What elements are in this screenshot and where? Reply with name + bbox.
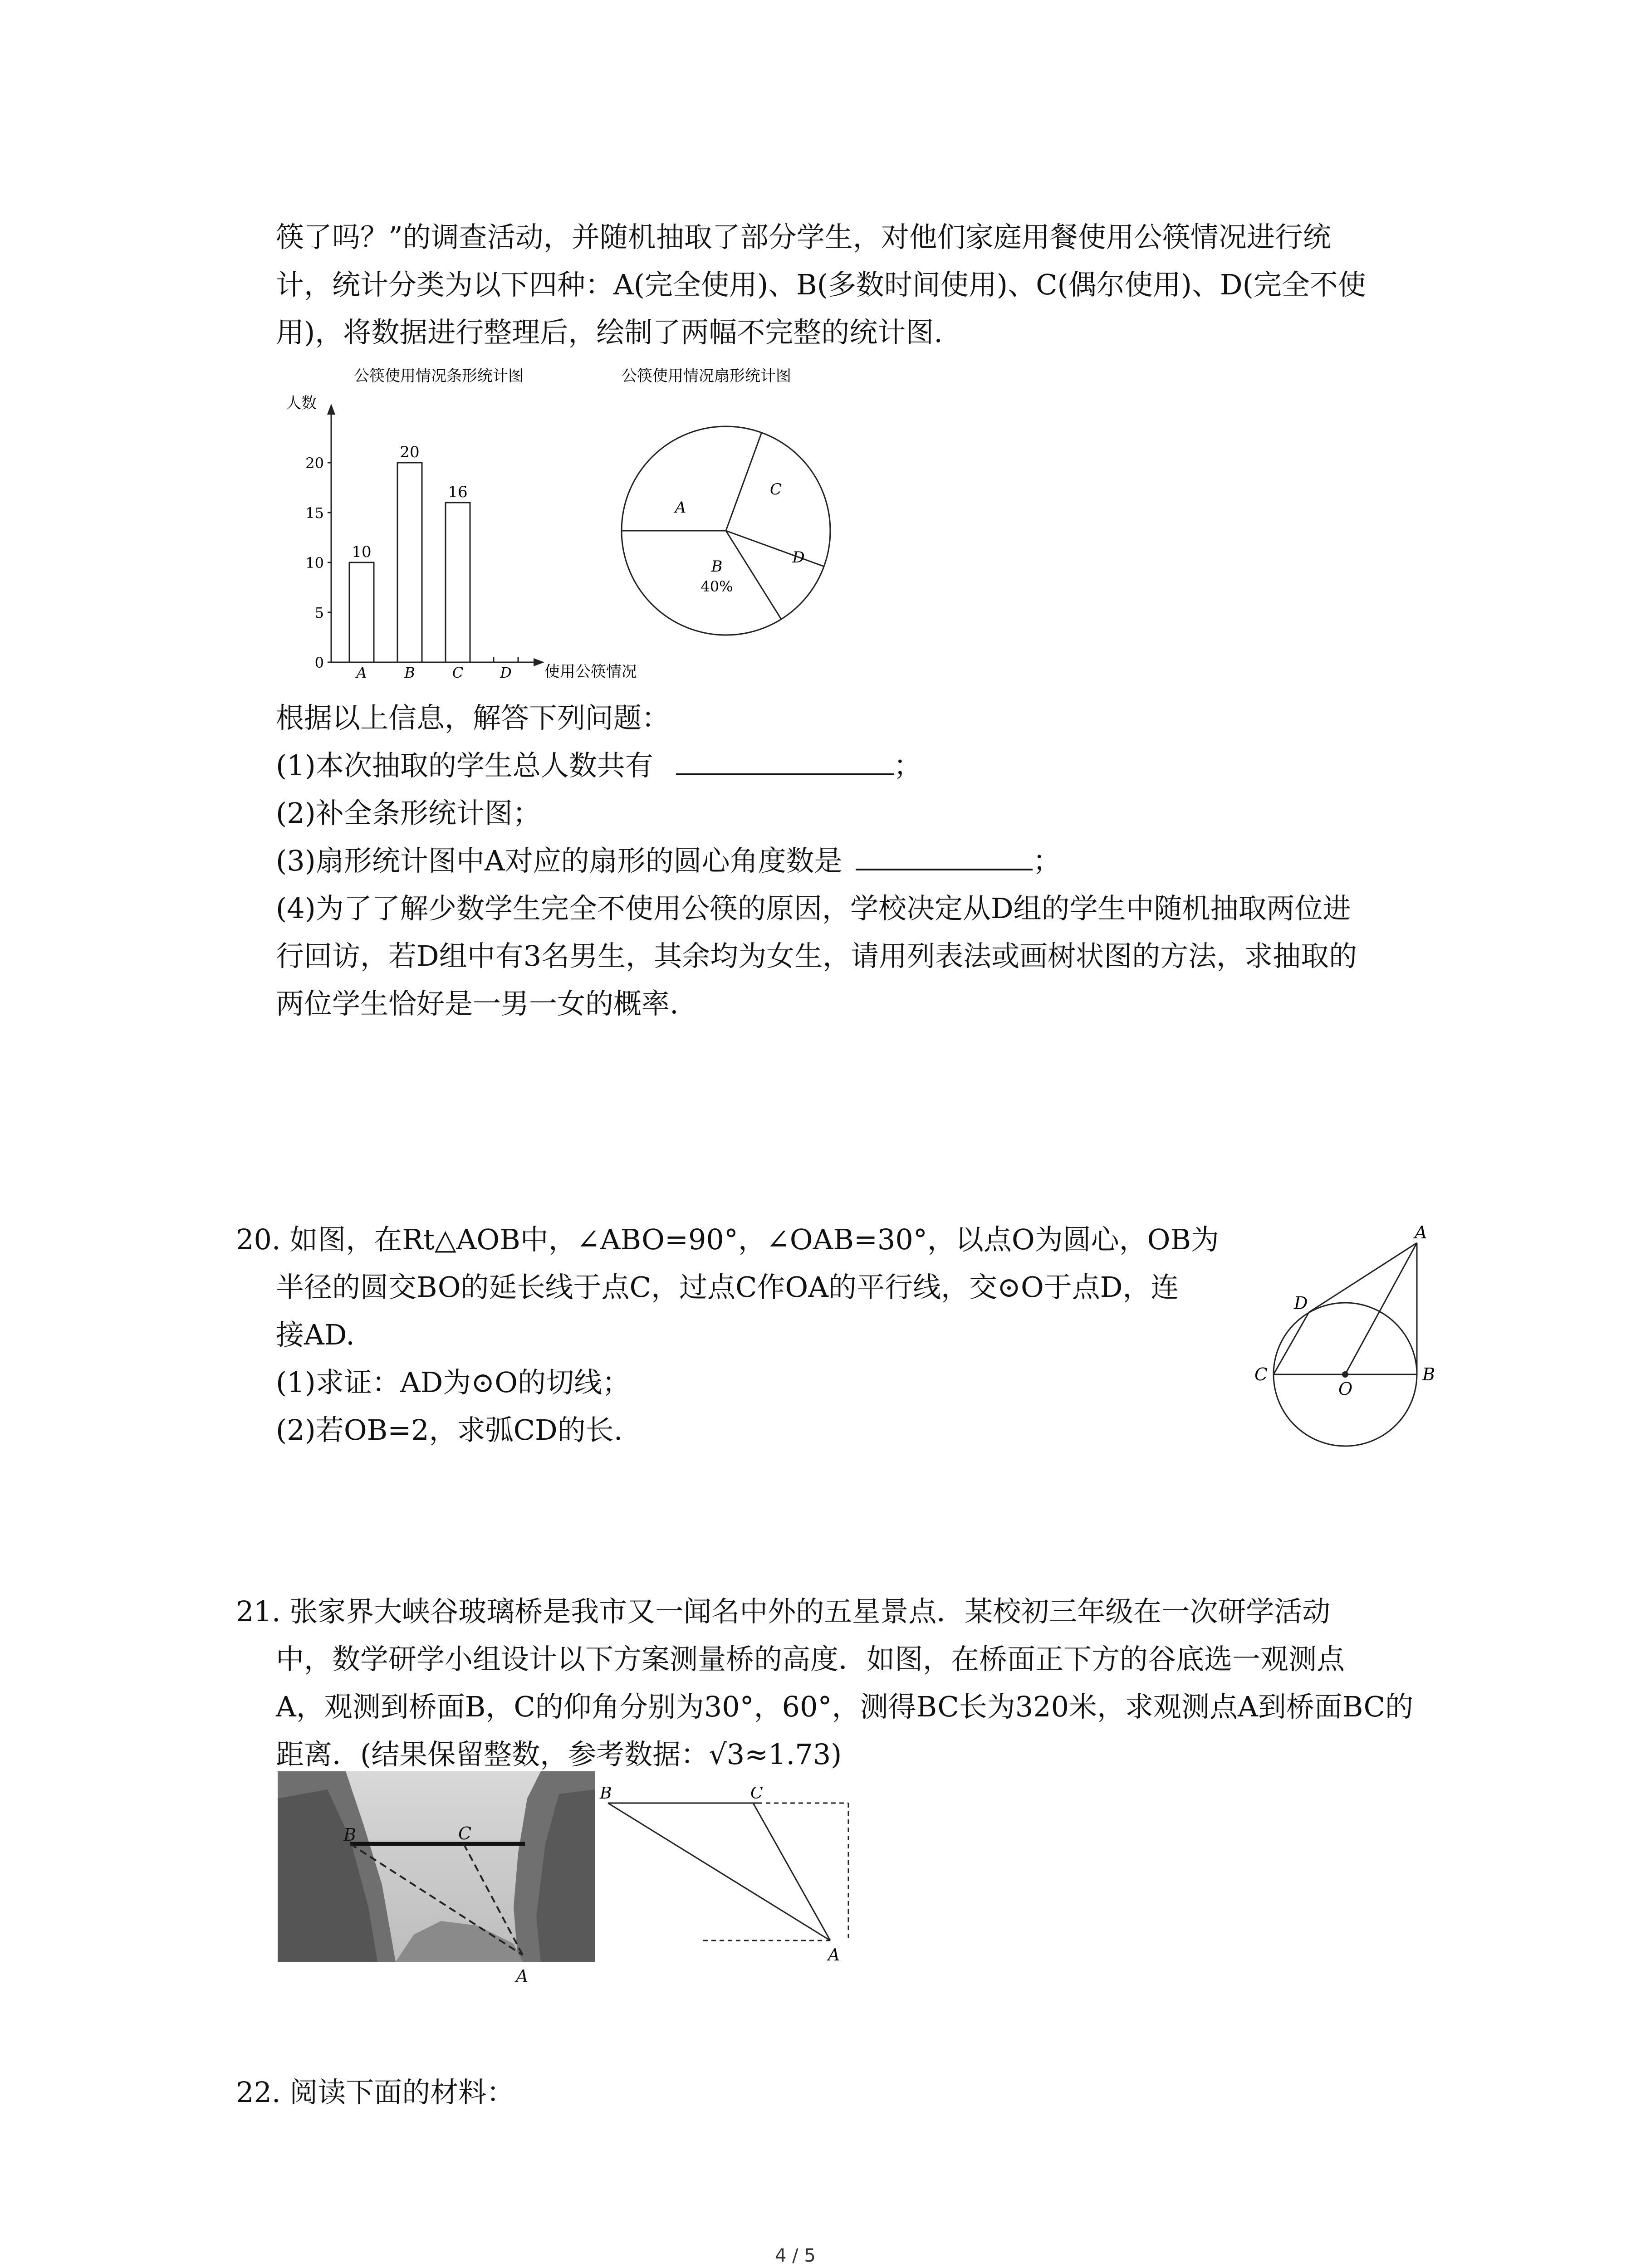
q19-intro-line-3: 用)，将数据进行整理后，绘制了两幅不完整的统计图. [276, 316, 943, 349]
segment-cd [1274, 1312, 1309, 1374]
answer-blank-1[interactable] [676, 751, 894, 775]
answer-blank-3[interactable] [856, 846, 1033, 870]
q19-lead: 根据以上信息，解答下列问题： [276, 701, 670, 734]
pie-chart-title: 公筷使用情况扇形统计图 [622, 367, 791, 385]
bridge-photo [278, 1771, 595, 1998]
label-o: O [1338, 1379, 1353, 1399]
ytick-label: 0 [314, 654, 324, 671]
pie-chart [608, 354, 844, 685]
bar-b [397, 463, 422, 662]
bar-a [349, 562, 374, 662]
segment-ba [608, 1803, 830, 1941]
pie-label-d: D [792, 548, 805, 567]
q19-part-4-line-2: 行回访，若D组中有3名男生，其余均为女生，请用列表法或画树状图的方法，求抽取的 [276, 939, 1357, 973]
bar-chart-yticks [305, 455, 331, 671]
q20-text [236, 1216, 1219, 1454]
ytick-label: 20 [305, 455, 324, 472]
pie-label-a: A [675, 499, 686, 517]
category-label: D [500, 664, 512, 681]
q19-questions [276, 694, 1357, 1027]
category-label: A [356, 664, 367, 681]
label-a: A [1415, 1222, 1427, 1242]
bar-chart-y-arrow [327, 404, 335, 415]
category-label: C [452, 664, 464, 681]
q20-line-1: 20. 如图，在Rt△AOB中，∠ABO=90°，∠OAB=30°，以点O为圆心，OB为 [236, 1223, 1220, 1256]
q19-part-3: (3)扇形统计图中A对应的扇形的圆心角度数是 ； [276, 844, 1061, 877]
pie-label-c: C [769, 480, 782, 499]
bar-value-label: 20 [400, 443, 420, 461]
segment-ao [1345, 1243, 1417, 1374]
q20-part-2: (2)若OB=2，求弧CD的长. [276, 1413, 623, 1447]
photo-label-c: C [458, 1823, 472, 1843]
ytick-label: 15 [305, 504, 324, 522]
q19-part-4-line-3: 两位学生恰好是一男一女的概率. [276, 987, 679, 1020]
q20-line-2: 半径的圆交BO的延长线于点C，过点C作OA的平行线，交⊙O于点D，连 [276, 1271, 1179, 1304]
segment-ad [1309, 1243, 1417, 1312]
bar-chart-bars [349, 443, 518, 681]
q21-diagram [594, 1787, 867, 1978]
q21-line-2: 中，数学研学小组设计以下方案测量桥的高度．如图，在桥面正下方的谷底选一观测点 [276, 1642, 1345, 1676]
pie-label-b: B [711, 557, 723, 576]
label-c: C [1254, 1364, 1268, 1384]
segment-ca [753, 1803, 830, 1941]
q22-text: 22. 阅读下面的材料： [236, 2076, 515, 2109]
q19-intro [276, 213, 1366, 356]
q20-figure [1243, 1220, 1456, 1465]
bar-chart-xlabel: 使用公筷情况 [544, 663, 637, 681]
photo-label-a: A [516, 1966, 529, 1986]
label-b: B [1422, 1364, 1435, 1384]
pie-chart-slices [622, 426, 830, 635]
q19-part-2: (2)补全条形统计图； [276, 797, 541, 830]
ytick-label: 10 [305, 554, 324, 572]
pie-pct-b: 40% [700, 578, 733, 595]
photo-label-b: B [343, 1825, 356, 1845]
q20-part-1: (1)求证：AD为⊙O的切线； [276, 1366, 631, 1399]
diagram-label-c: C [750, 1787, 763, 1803]
q19-part-4-line-1: (4)为了了解少数学生完全不使用公筷的原因，学校决定从D组的学生中随机抽取两位进 [276, 892, 1351, 925]
q20-line-3: 接AD. [276, 1318, 355, 1351]
q19-intro-line-2: 计，统计分类为以下四种：A(完全使用)、B(多数时间使用)、C(偶尔使用)、D(完全不使 [276, 268, 1366, 301]
diagram-label-a: A [828, 1946, 840, 1965]
q19-intro-line-1: 筷了吗？”的调查活动，并随机抽取了部分学生，对他们家庭用餐使用公筷情况进行统 [276, 220, 1331, 254]
diagram-label-b: B [600, 1787, 612, 1803]
bar-chart-x-arrow [534, 658, 544, 666]
q21-line-1: 21. 张家界大峡谷玻璃桥是我市又一闻名中外的五星景点．某校初三年级在一次研学活动 [236, 1595, 1331, 1628]
category-label: B [404, 664, 415, 681]
bar-chart-title: 公筷使用情况条形统计图 [354, 367, 524, 385]
bar-value-label: 16 [448, 483, 468, 501]
q19-part-1: (1)本次抽取的学生总人数共有 ； [276, 749, 922, 782]
ytick-label: 5 [314, 604, 324, 621]
q21-text [236, 1588, 1413, 1778]
page-number: 4 / 5 [775, 2245, 816, 2266]
label-d: D [1294, 1293, 1308, 1313]
q21-line-4: 距离．(结果保留整数，参考数据：√3≈1.73) [276, 1738, 842, 1771]
bar-chart-ylabel: 人数 [286, 394, 317, 412]
bar-value-label: 10 [352, 543, 372, 561]
point-o [1342, 1371, 1348, 1378]
bar-c [446, 503, 470, 662]
q21-line-3: A，观测到桥面B，C的仰角分别为30°，60°，测得BC长为320米，求观测点A到桥面BC的 [276, 1690, 1413, 1723]
